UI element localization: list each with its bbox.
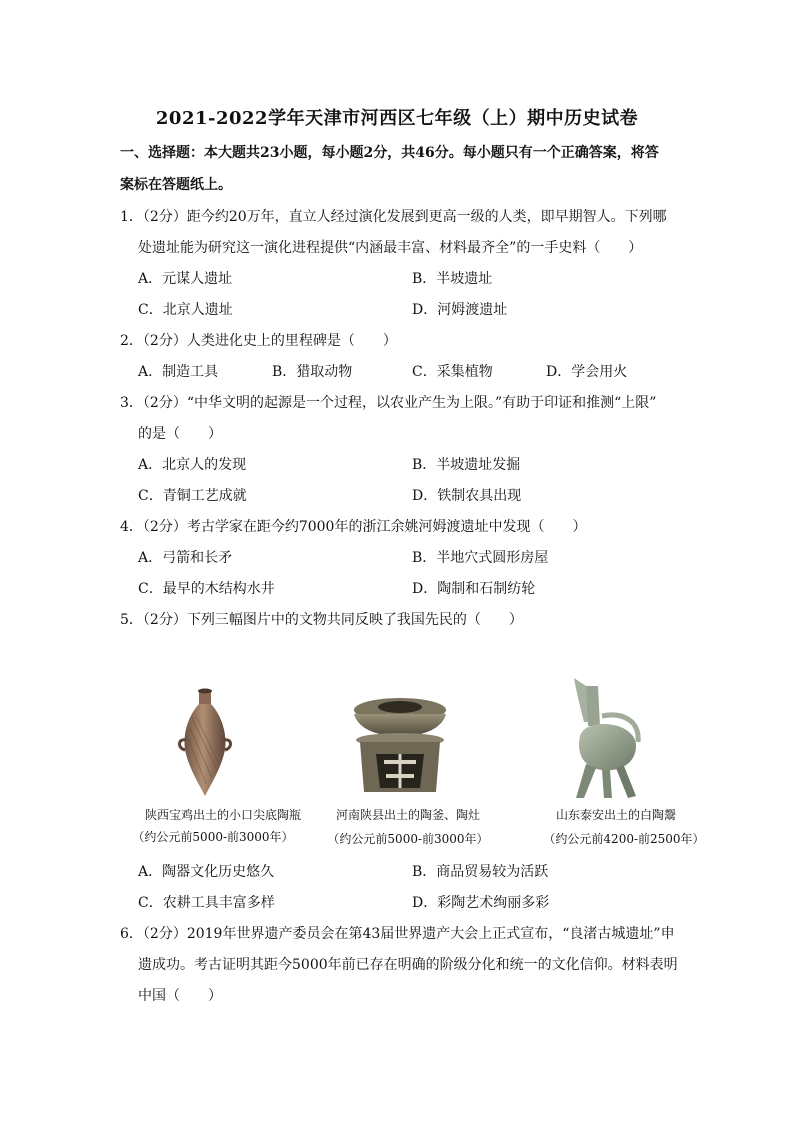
page-title: 2021-2022学年天津市河西区七年级（上）期中历史试卷 [155, 108, 639, 129]
figure-1-date: （约公元前5000-前3000年） [132, 830, 294, 844]
question-1-option-c: C．北京人遗址 [138, 302, 233, 318]
figure-2-date: （约公元前5000-前3000年） [327, 832, 489, 846]
question-6-stem-line-3: 中国（ ） [138, 988, 222, 1004]
question-3-option-c: C．青铜工艺成就 [138, 488, 247, 504]
question-1-option-d: D．河姆渡遗址 [412, 302, 508, 318]
question-2-option-c: C．采集植物 [412, 364, 493, 380]
figure-1-caption: 陕西宝鸡出土的小口尖底陶瓶 [144, 808, 301, 822]
question-1-option-a: A．元谋人遗址 [138, 271, 233, 287]
question-1-stem-line-1: 1．（2分）距今约20万年，直立人经过演化发展到更高一级的人类，即早期智人。下列哪 [120, 209, 667, 225]
question-3-option-d: D．铁制农具出现 [412, 488, 522, 504]
question-5-option-c: C．农耕工具丰富多样 [138, 895, 275, 911]
question-4-option-c: C．最早的木结构水井 [138, 581, 275, 597]
section-instructions-line-1: 一、选择题：本大题共23小题，每小题2分，共46分。每小题只有一个正确答案，将答 [120, 145, 659, 161]
question-2-stem: 2．（2分）人类进化史上的里程碑是（ ） [120, 333, 397, 349]
figure-3-caption: 山东泰安出土的白陶鬶 [555, 808, 676, 822]
question-3-stem-line-1: 3．（2分）“中华文明的起源是一个过程，以农业产生为上限。”有助于印证和推测“上限” [120, 395, 657, 411]
pottery-cauldron-stove-image [344, 694, 456, 796]
question-5-option-a: A．陶器文化历史悠久 [138, 864, 275, 880]
question-6-stem-line-2: 遗成功。考古证明其距今5000年前已存在明确的阶级分化和统一的文化信仰。材料表明 [138, 957, 678, 973]
question-6-stem-line-1: 6．（2分）2019年世界遗产委员会在第43届世界遗产大会上正式宣布，“良渚古城遗址”申 [120, 926, 675, 942]
question-4-option-a: A．弓箭和长矛 [138, 550, 233, 566]
question-4-option-b: B．半地穴式圆形房屋 [412, 550, 549, 566]
section-instructions-line-2: 案标在答题纸上。 [120, 177, 232, 193]
question-2-option-b: B．猎取动物 [272, 364, 353, 380]
question-1-option-b: B．半坡遗址 [412, 271, 493, 287]
question-4-stem: 4．（2分）考古学家在距今约7000年的浙江余姚河姆渡遗址中发现（ ） [120, 519, 587, 535]
question-3-stem-line-2: 的是（ ） [138, 426, 222, 442]
question-2-option-a: A．制造工具 [138, 364, 219, 380]
question-1-stem-line-2: 处遗址能为研究这一演化进程提供“内涵最丰富、材料最齐全”的一手史料（ ） [138, 240, 643, 256]
question-4-option-d: D．陶制和石制纺轮 [412, 581, 536, 597]
pottery-amphora-image [172, 688, 238, 798]
question-5-stem: 5．（2分）下列三幅图片中的文物共同反映了我国先民的（ ） [120, 612, 523, 628]
question-3-option-b: B．半坡遗址发掘 [412, 457, 521, 473]
figure-3-date: （约公元前4200-前2500年） [543, 832, 705, 846]
question-3-option-a: A．北京人的发现 [138, 457, 247, 473]
figure-2-caption: 河南陕县出土的陶釜、陶灶 [335, 808, 480, 822]
question-2-option-d: D．学会用火 [546, 364, 628, 380]
question-5-option-b: B．商品贸易较为活跃 [412, 864, 549, 880]
question-5-option-d: D．彩陶艺术绚丽多彩 [412, 895, 550, 911]
white-pottery-gui-image [566, 676, 646, 800]
